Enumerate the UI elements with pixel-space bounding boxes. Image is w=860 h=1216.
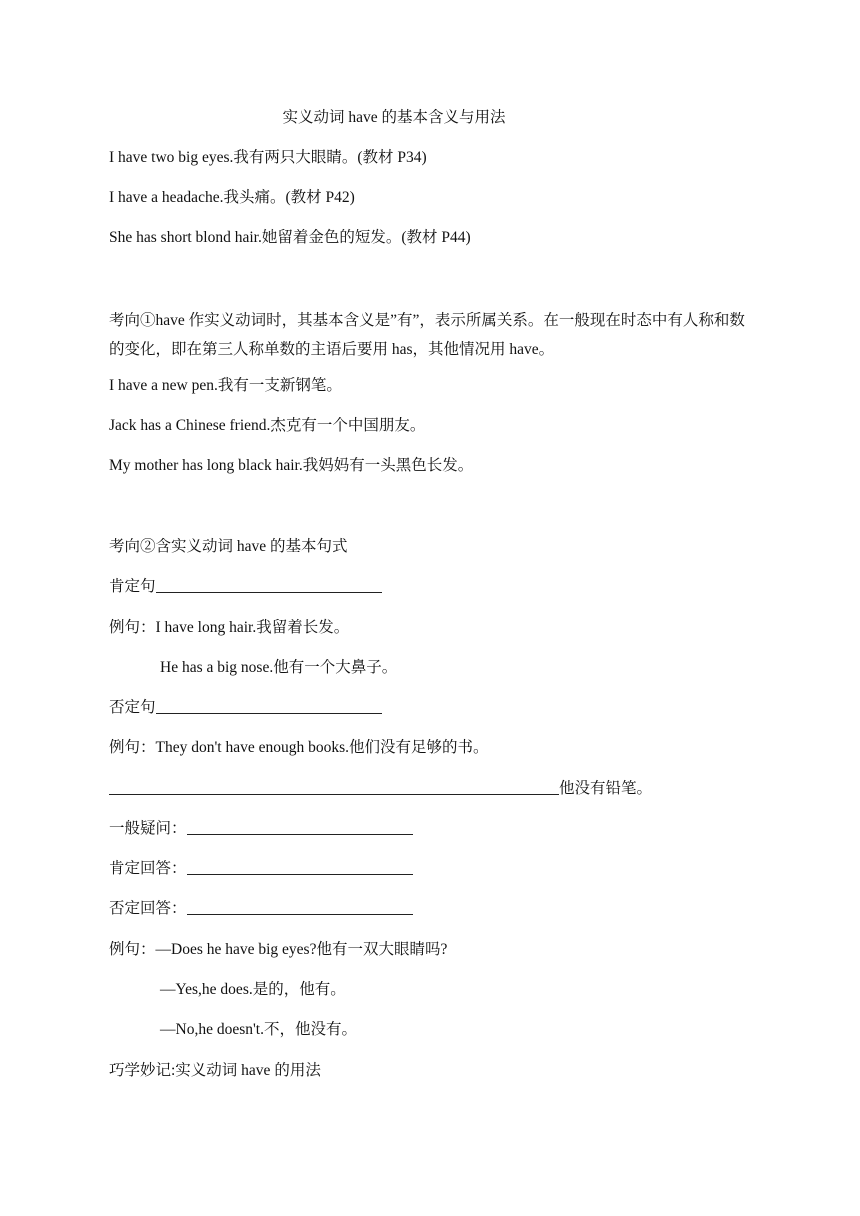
page-title: 实义动词 have 的基本含义与用法 [282,109,506,126]
affirmative-label: 肯定句 [109,578,156,595]
yes-answer-blank[interactable] [187,858,413,875]
negative-row [109,697,382,719]
memory-tip: 巧学妙记:实义动词 have 的用法 [109,1062,321,1079]
yes-answer-label: 肯定回答： [109,860,187,877]
negative-label: 否定句 [109,699,156,716]
question-label: 一般疑问： [109,820,187,837]
dialog-line-1: 例句：—Does he have big eyes?他有一双大眼睛吗? [109,941,448,958]
intro-example-2: I have a headache.我头痛。(教材 P42) [109,189,355,206]
dialog-line-2: —Yes,he does.是的，他有。 [160,981,346,998]
negative-blank[interactable] [156,697,382,714]
point-1-example-1: I have a new pen.我有一支新钢笔。 [109,377,342,394]
question-row [109,818,413,840]
affirmative-row [109,576,382,598]
point-1-example-2: Jack has a Chinese friend.杰克有一个中国朋友。 [109,417,426,434]
negative-exercise-row [109,778,652,800]
point-1-example-3: My mother has long black hair.我妈妈有一头黑色长发。 [109,457,474,474]
intro-example-3: She has short blond hair.她留着金色的短发。(教材 P44) [109,229,471,246]
point-2-heading: 考向②含实义动词 have 的基本句式 [109,538,348,555]
point-1-explanation: 考向①have 作实义动词时，其基本含义是”有”，表示所属关系。在一般现在时态中有人称和数的变化，即在第三人称单数的主语后要用 has，其他情况用 have。 [109,312,745,358]
affirmative-example-1: 例句：I have long hair.我留着长发。 [109,619,350,636]
no-answer-row [109,898,413,920]
affirmative-example-2: He has a big nose.他有一个大鼻子。 [160,659,398,676]
negative-exercise-blank[interactable] [109,778,559,795]
affirmative-blank[interactable] [156,576,382,593]
no-answer-label: 否定回答： [109,900,187,917]
question-blank[interactable] [187,818,413,835]
intro-example-1: I have two big eyes.我有两只大眼睛。(教材 P34) [109,149,427,166]
yes-answer-row [109,858,413,880]
dialog-line-3: —No,he doesn't.不，他没有。 [160,1021,357,1038]
negative-exercise-translation: 他没有铅笔。 [559,780,653,797]
no-answer-blank[interactable] [187,898,413,915]
negative-example: 例句：They don't have enough books.他们没有足够的书。 [109,739,489,756]
